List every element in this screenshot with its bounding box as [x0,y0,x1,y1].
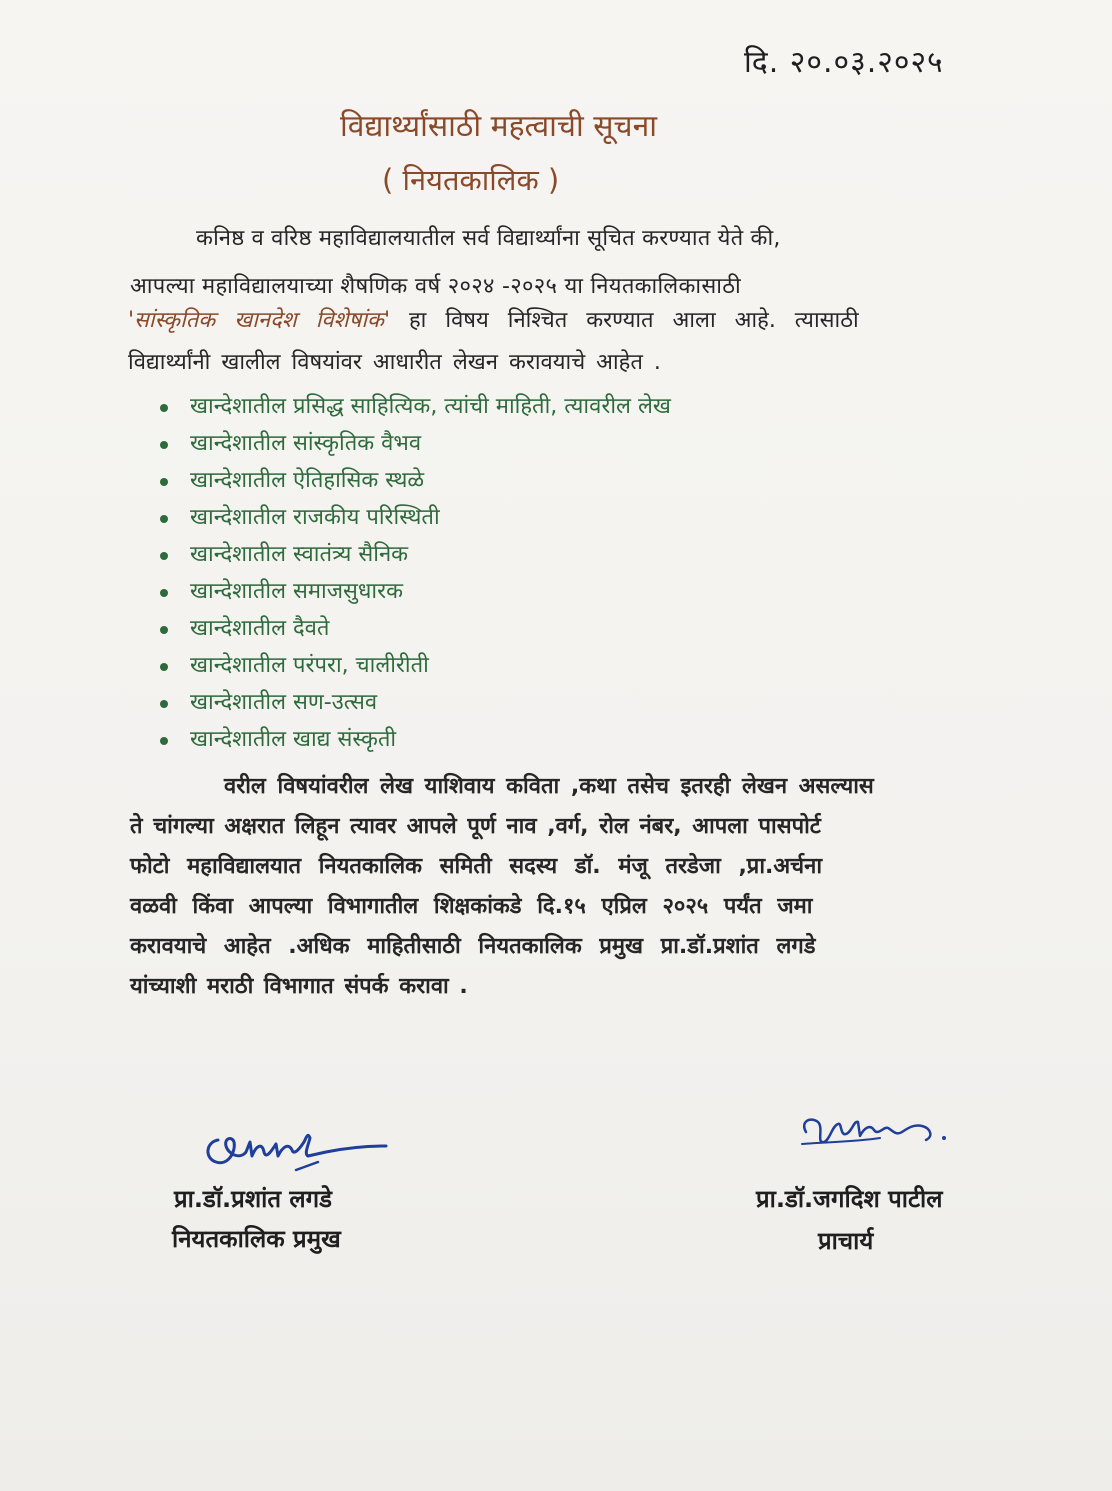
list-item [160,390,671,427]
right-signatory-designation: प्राचार्य [818,1227,874,1255]
intro-line-4: विद्यार्थ्यांनी खालील विषयांवर आधारीत लेखन करावयाचे आहेत . [128,350,661,375]
topic-text: खान्देशातील प्रसिद्ध साहित्यिक, त्यांची माहिती, त्यावरील लेख [190,394,671,419]
bullet-icon [160,441,168,449]
bullet-icon [160,737,168,745]
right-signatory-name: प्रा.डॉ.जगदिश पाटील [756,1185,943,1213]
topic-text: खान्देशातील सांस्कृतिक वैभव [190,431,422,456]
left-signatory-name: प्रा.डॉ.प्रशांत लगडे [174,1185,333,1213]
list-item [160,464,671,501]
bullet-icon [160,404,168,412]
intro-line-3-rest: हा विषय निश्चित करण्यात आला आहे. त्यासाठी [390,308,859,333]
left-signatory-designation: नियतकालिक प्रमुख [172,1225,341,1253]
bullet-icon [160,626,168,634]
bullet-icon [160,589,168,597]
notice-date: दि. २०.०३.२०२५ [744,45,944,80]
intro-line-1: कनिष्ठ व वरिष्ठ महाविद्यालयातील सर्व विद्यार्थ्यांना सूचित करण्यात येते की, [196,226,781,251]
topic-text: खान्देशातील दैवते [190,616,330,641]
theme-highlight: 'सांस्कृतिक खानदेश विशेषांक' [128,308,390,333]
closing-line-2: ते चांगल्या अक्षरात लिहून त्यावर आपले पूर्ण नाव ,वर्ग, रोल नंबर, आपला पासपोर्ट [130,814,821,839]
bullet-icon [160,515,168,523]
notice-subtitle: ( नियतकालिक ) [382,163,560,197]
topic-text: खान्देशातील खाद्य संस्कृती [190,727,397,752]
list-item [160,575,671,612]
topic-text: खान्देशातील स्वातंत्र्य सैनिक [190,542,409,567]
list-item [160,538,671,575]
bullet-icon [160,552,168,560]
bullet-icon [160,478,168,486]
notice-title: विद्यार्थ्यांसाठी महत्वाची सूचना [340,109,658,144]
list-item [160,649,671,686]
list-item [160,612,671,649]
topic-list [160,390,671,760]
topic-text: खान्देशातील परंपरा, चालीरीती [190,653,429,678]
left-signature [196,1112,396,1182]
topic-text: खान्देशातील सण-उत्सव [190,690,378,715]
intro-line-2: आपल्या महाविद्यालयाच्या शैषणिक वर्ष २०२४ -२०२५ या नियतकालिकासाठी [130,274,742,299]
bullet-icon [160,700,168,708]
topic-text: खान्देशातील समाजसुधारक [190,579,404,604]
list-item [160,723,671,760]
closing-line-4: वळवी किंवा आपल्या विभागातील शिक्षकांकडे दि.१५ एप्रिल २०२५ पर्यंत जमा [130,894,813,919]
topic-text: खान्देशातील राजकीय परिस्थिती [190,505,440,530]
list-item [160,427,671,464]
closing-line-6: यांच्याशी मराठी विभागात संपर्क करावा . [130,974,468,999]
topic-text: खान्देशातील ऐतिहासिक स्थळे [190,468,425,493]
intro-line-3 [128,304,859,334]
list-item [160,686,671,723]
list-item [160,501,671,538]
closing-line-1: वरील विषयांवरील लेख याशिवाय कविता ,कथा तसेच इतरही लेखन असल्यास [224,774,874,799]
closing-line-5: करावयाचे आहेत .अधिक माहितीसाठी नियतकालिक प्रमुख प्रा.डॉ.प्रशांत लगडे [130,934,816,959]
bullet-icon [160,663,168,671]
closing-line-3: फोटो महाविद्यालयात नियतकालिक समिती सदस्य डॉ. मंजू तरडेजा ,प्रा.अर्चना [130,854,823,879]
right-signature [794,1102,964,1162]
